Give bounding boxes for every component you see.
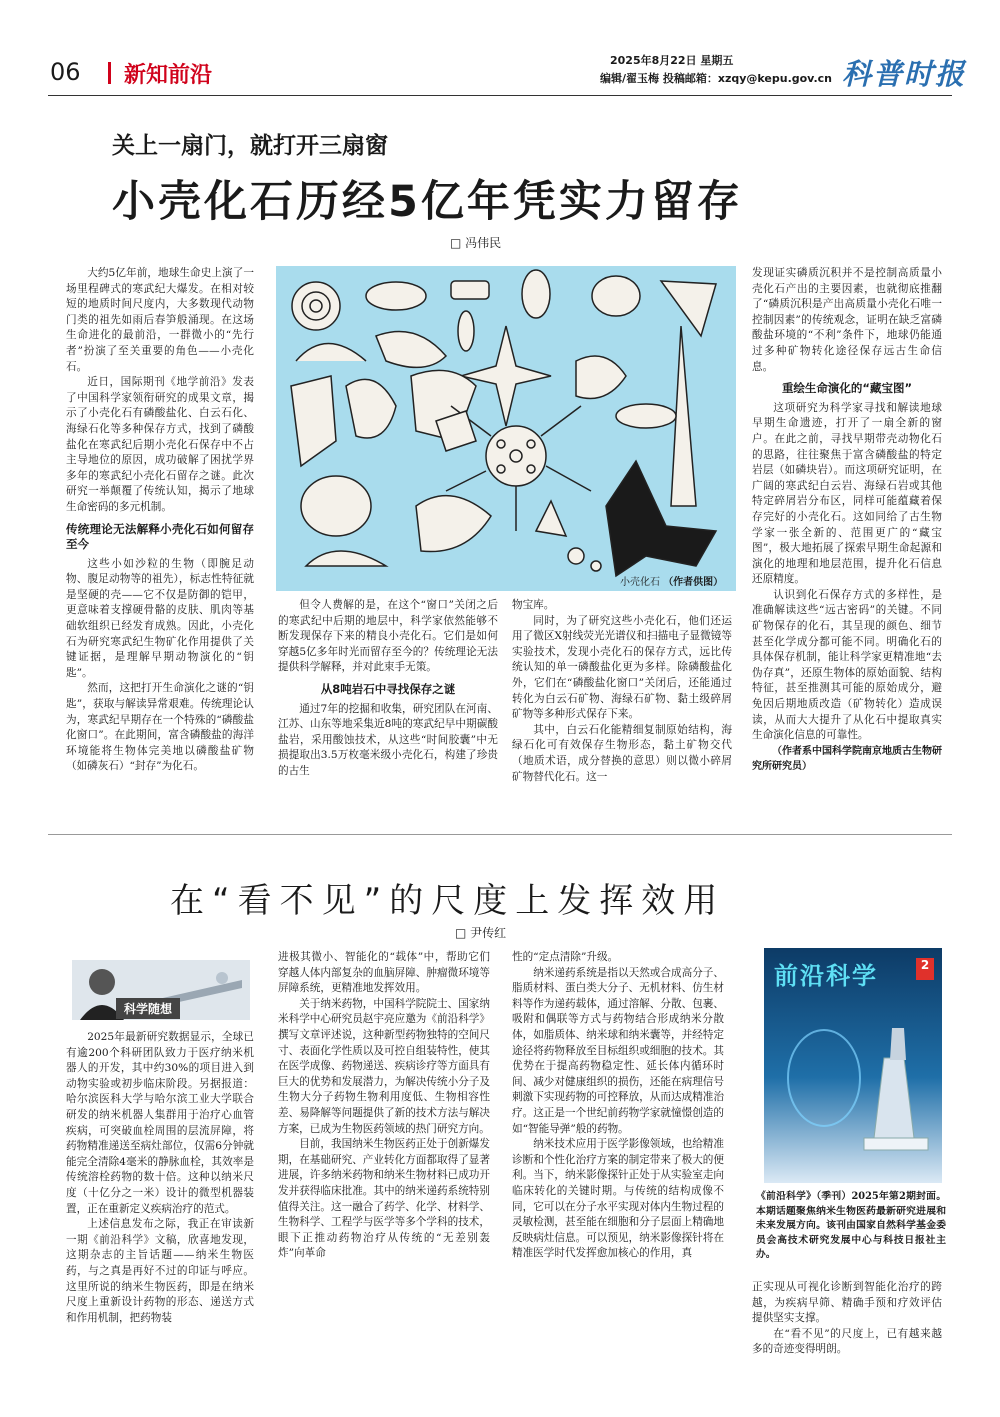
article2-column-4 <box>752 1280 942 1365</box>
paragraph: 纳米技术应用于医学影像领域，也给精准诊断和个性化治疗方案的制定带来了极大的便利。当下，纳米影像探针正处于从实验室走向临床转化的关键时期。与传统的结构成像不同，它可以在分子水平实现对体内生物过程的灵敏检测，甚至能在细胞和分子层面上精确地反映病灶信息。可以预见，纳米影像探针将在精准医学时代发挥愈加核心的作用，真 <box>512 1138 724 1260</box>
article2-column-1 <box>66 1030 254 1365</box>
article-separator <box>48 834 952 835</box>
paragraph: 关于纳米药物，中国科学院院士、国家纳米科学中心研究员赵宇亮应邀为《前沿科学》撰写文章评述说，这种新型药物独特的空间尺寸、表面化学性质以及可控自组装特性，使其在医学成像、药物递送、疾病诊疗等方面具有巨大的优势和发展潜力，为解决传统小分子及生物大分子药物生物利用度低、生物相容性差、易降解等问题提供了新的技术方法与解决方案，已成为生物医药领域的热门研究方向。 <box>278 997 490 1135</box>
paragraph: 2025年最新研究数据显示，全球已有逾200个科研团队致力于医疗纳米机器人的开发，其中约30%的项目进入到动物实验或初步临床阶段。另据报道：哈尔滨医科大学与哈尔滨工业大学联合研发的纳米机器人集群用于治疗心血管疾病，可突破血栓周围的层流屏障，将药物精准递送至病灶部位，仅需6分钟就能完全清除4毫米的静脉血栓，其效率是传统溶栓药物的数十倍。这种以纳米尺度（十亿分之一米）设计的微型机器装置，正在重新定义疾病治疗的范式。 <box>66 1031 254 1215</box>
column-banner <box>72 960 250 1020</box>
fossil-illustration <box>276 266 736 591</box>
paragraph: 发现证实磷质沉积并不是控制高质量小壳化石产出的主要因素，也就彻底推翻了“磷质沉积是产出高质量小壳化石唯一控制因素”的传统观念，证明在缺乏富磷酸盐环境的“不利”条件下，地球仍能通过多种矿物转化途径保存远古生命信息。 <box>752 267 942 373</box>
article1-subheading-1: 传统理论无法解释小壳化石如何留存至今 <box>66 521 254 552</box>
paragraph: 同时，为了研究这些小壳化石，他们还运用了微区X射线荧光光谱仪和扫描电子显微镜等实验技术，发现小壳化石的保存方式，远比传统认知的单一磷酸盐化更为多样。除磷酸盐化外，它们在“磷酸盐化窗口”关闭后，还能通过转化为白云石矿物、海绿石矿物、黏土级碎屑矿物等多种形式保存下来。 <box>512 614 732 721</box>
article2-column-2 <box>278 950 490 1365</box>
author-affiliation: （作者系中国科学院南京地质古生物研究所研究员） <box>752 745 942 773</box>
paragraph: 在“看不见”的尺度上，已有越来越多的奇迹变得明朗。 <box>752 1327 942 1356</box>
paragraph: 正实现从可视化诊断到智能化治疗的跨越，为疾病早筛、精确手预和疗效评估提供坚实支撑。 <box>752 1281 942 1325</box>
figure-caption-text: 小壳化石 <box>620 577 660 588</box>
article2-author: □ 尹传红 <box>455 926 507 940</box>
paragraph: 认识到化石保存方式的多样性，是准确解读这些“远古密码”的关键。不同矿物保存的化石，其呈现的颜色、细节甚至化学成分都可能不同。明确化石的具体保存机制，能让科学家更精准地“去伪存真”，还原生物体的原始面貌、结构特征，甚至推测其可能的原始成分，避免因后期地质改造（矿物转化）造成误读，从而大大提升了从化石中提取真实生命演化信息的可靠性。 <box>752 588 942 742</box>
article1-title: 小壳化石历经5亿年凭实力留存 <box>112 177 743 227</box>
editor-info: 编辑/翟玉梅 投稿邮箱：xzqy@kepu.gov.cn <box>600 72 832 85</box>
article2-title: 在“看不见”的尺度上发挥效用 <box>170 881 726 921</box>
magazine-caption: 《前沿科学》（季刊）2025年第2期封面。本期话题聚焦纳米生物医药最新研究进展和未来发展方向。该刊由国家自然科学基金委员会高技术研究发展中心与科技日报社主办。 <box>756 1191 946 1260</box>
article1-column-1 <box>66 266 254 822</box>
column-label: 科学随想 <box>116 998 180 1019</box>
paragraph: 然而，这把打开生命演化之谜的“钥匙”，获取与解读异常艰难。传统理论认为，寒武纪早期存在一个特殊的“磷酸盐化窗口”。在此期间，富含磷酸盐的海洋环境能将生物体完美地以磷酸盐矿物（如磷灰石）“封存”为化石。 <box>66 682 254 773</box>
paragraph: 这些小如沙粒的生物（即腕足动物、腹足动物等的祖先），标志性特征就是坚硬的壳——它不仅是防御的铠甲，更意味着支撑硬骨骼的皮肤、肌肉等基础软组织已经发育成熟。因此，小壳化石为研究寒武纪生物矿化作用提供了关键证据，是理解早期动物演化的“钥匙”。 <box>66 557 254 679</box>
paragraph: 这项研究为科学家寻找和解读地球早期生命遗迹，打开了一扇全新的窗户。在此之前，寻找早期带壳动物化石的思路，往往聚焦于富含磷酸盐的特定岩层（如磷块岩）。而这项研究证明，在广阔的寒武纪白云岩、海绿石岩或其他特定碎屑岩分布区，同样可能蕴藏着保存完好的小壳化石。这如同给了古生物学家一张全新的、范围更广的“藏宝图”，极大地拓展了探索早期生命起源和演化的地理和地层范围，提升化石信息还原精度。 <box>752 401 942 586</box>
newspaper-logo: 科普时报 <box>842 57 967 91</box>
paragraph: 近日，国际期刊《地学前沿》发表了中国科学家领衔研究的成果文章，揭示了小壳化石有磷酸盐化、白云石化、海绿石化等多种保存方式，找到了磷酸盐化在寒武纪后期小壳化石保存中不占主导地位的原因，成功破解了困扰学界多年的寒武纪小壳化石留存之谜。此次研究一举颠覆了传统认知，揭示了地球生命密码的多元机制。 <box>66 376 254 513</box>
article1-subheading-3: 重绘生命演化的“藏宝图” <box>781 381 913 396</box>
paragraph: 其中，白云石化能精细复制原始结构，海绿石化可有效保存生物形态，黏土矿物交代（地质术语，成分替换的意思）则以微小碎屑矿物替代化石。这一 <box>512 723 732 783</box>
article2-column-3 <box>512 950 724 1365</box>
paragraph: 大约5亿年前，地球生命史上演了一场里程碑式的寒武纪大爆发。在相对较短的地质时间尺度内，大多数现代动物门类的祖先如雨后春笋般涌现。在这场生命进化的最前沿，一群微小的“先行者”扮演了至关重要的角色——小壳化石。 <box>66 267 254 373</box>
article1-column-3 <box>512 598 732 822</box>
paragraph: 通过7年的挖掘和收集，研究团队在河南、江苏、山东等地采集近8吨的寒武纪早中期碳酸盐岩，采用酸蚀技术，从这些“时间胶囊”中无损提取出3.5万枚毫米级小壳化石，构建了珍贵的古生 <box>278 702 498 777</box>
paragraph: 物宝库。 <box>512 599 555 611</box>
paragraph: 纳米递药系统是指以天然或合成高分子、脂质材料、蛋白类大分子、无机材料、仿生材料等作为递药载体，通过溶解、分散、包裹、吸附和偶联等方式与药物结合形成纳米分散体，如脂质体、纳米球和纳米囊等，并经特定途径将药物释放至目标组织或细胞的技术。其优势在于提高药物稳定性、延长体内循环时间、减少对健康组织的损伤，还能在病理信号刺激下实现药物的可控释放，从而达成精准治疗。这正是一个世纪前药物学家就憧憬创造的如“智能导弹”般的药物。 <box>512 966 724 1135</box>
article1-column-2 <box>278 598 498 822</box>
magazine-cover <box>764 948 942 1183</box>
article1-column-4 <box>752 266 942 822</box>
header-rule <box>48 95 952 96</box>
figure-caption <box>620 573 723 588</box>
magazine-issue: 2 <box>916 958 934 980</box>
figure-credit: （作者供图） <box>663 577 724 588</box>
paragraph: 目前，我国纳米生物医药正处于创新爆发期，在基础研究、产业转化方面都取得了显著进展，许多纳米药物和纳米生物材料已成功开发并获得临床批准。其中的纳米递药系统特别值得关注。这一融合了药学、化学、材料学、生物科学、工程学与医学等多个学科的技术，眼下正推动药物治疗从传统的“无差别轰炸”向革命 <box>278 1138 490 1260</box>
article1-author: □ 冯伟民 <box>450 236 502 250</box>
issue-date: 2025年8月22日 星期五 <box>610 54 734 67</box>
paragraph: 上述信息发布之际，我正在审读新一期《前沿科学》文稿，欣喜地发现，这期杂志的主旨话题——纳米生物医药，与之真是再好不过的印证与呼应。这里所说的纳米生物医药，即是在纳米尺度上重新设计药物的形态、递送方式和作用机制，把药物装 <box>66 1218 254 1324</box>
article1-subheading-2: 从8吨岩石中寻找保存之谜 <box>320 681 456 696</box>
paragraph: 进极其微小、智能化的“载体”中，帮助它们穿越人体内部复杂的血脑屏障、肿瘤微环境等屏障系统，更精准地发挥效用。 <box>278 951 490 995</box>
fossil-drawing <box>276 266 736 591</box>
page-number: 06 <box>50 58 81 86</box>
article1-kicker: 关上一扇门，就打开三扇窗 <box>112 132 388 159</box>
paragraph: 但令人费解的是，在这个“窗口”关闭之后的寒武纪中后期的地层中，科学家依然能够不断发现保存下来的精良小壳化石。它们是如何穿越5亿多年时光而留存至今的？传统理论无法提供科学解释，并对此束手无策。 <box>278 599 498 674</box>
section-title: 新知前沿 <box>124 63 213 88</box>
paragraph: 性的“定点清除”升级。 <box>512 951 619 963</box>
magazine-title: 前沿科学 <box>774 962 878 990</box>
header-divider <box>108 62 111 84</box>
